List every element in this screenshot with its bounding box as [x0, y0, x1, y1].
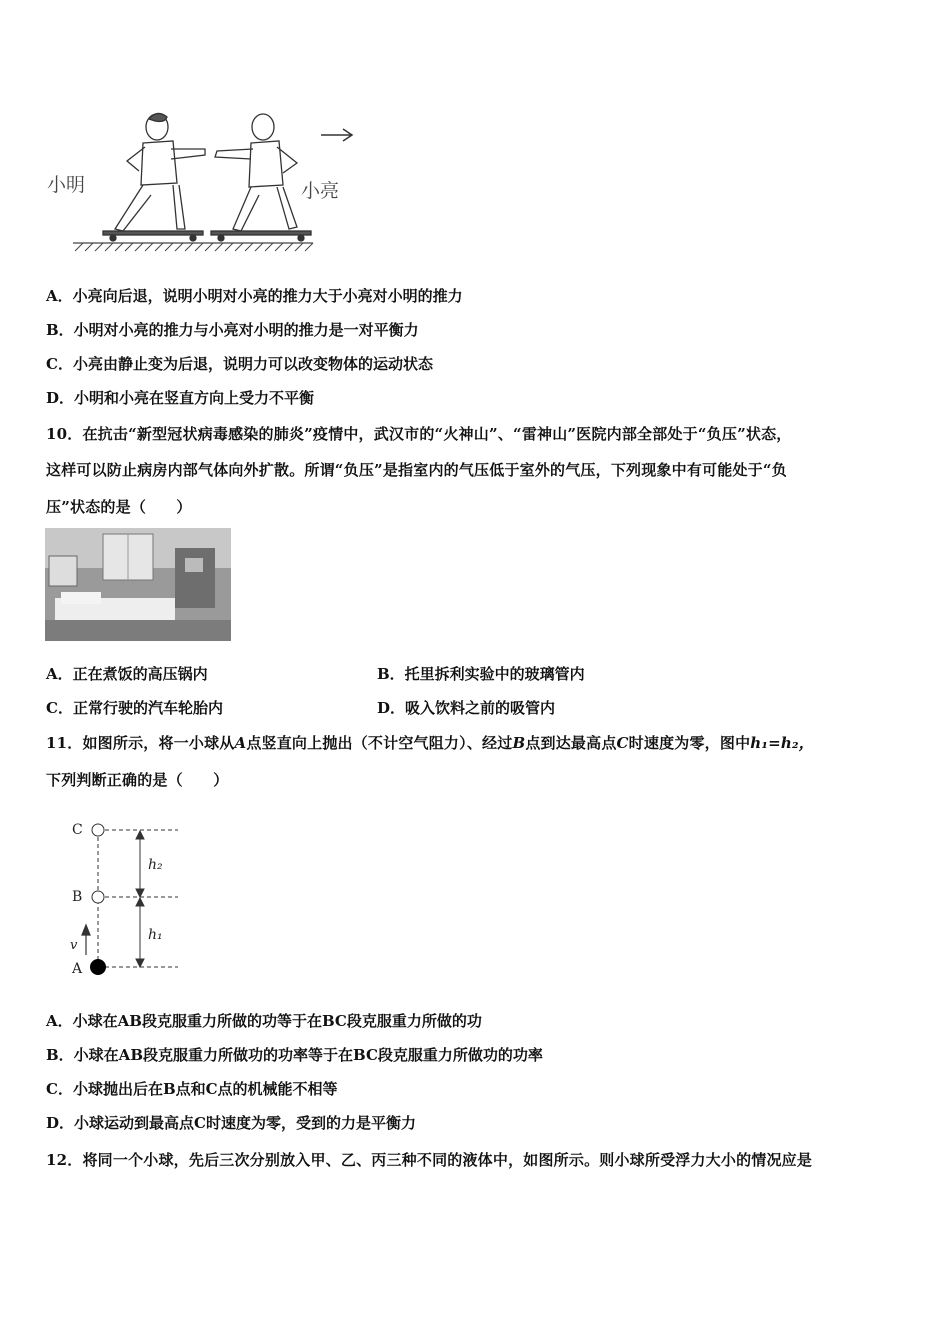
q10-stem-line3: 压”状态的是（ ） — [46, 498, 192, 516]
q11-stem-part-d: 时速度为零，图中 — [628, 734, 751, 752]
fig-label-h1: h₁ — [148, 927, 163, 943]
label-xiaoliang: 小亮 — [301, 180, 340, 202]
q11-point-c: C — [616, 734, 629, 752]
q11-stem-part-b: 点竖直向上抛出（不计空气阻力）、经过 — [246, 734, 513, 752]
q10-option-b: B．托里拆利实验中的玻璃管内 — [377, 665, 585, 683]
hospital-room-photo — [45, 528, 231, 641]
label-xiaoming: 小明 — [47, 174, 86, 196]
q10-stem-line1: 10．在抗击“新型冠状病毒感染的肺炎”疫情中，武汉市的“火神山”、“雷神山”医院内部全部处于“负压”状态， — [46, 425, 792, 443]
q10-option-d: D．吸入饮料之前的吸管内 — [377, 699, 556, 717]
point-a-ball — [90, 959, 106, 975]
xiaoliang-person — [211, 114, 311, 241]
ball-throw-figure — [60, 815, 190, 980]
ground — [73, 243, 313, 251]
q11-equation: h₁=h₂， — [750, 734, 815, 752]
q11-option-b: B．小球在AB段克服重力所做功的功率等于在BC段克服重力所做功的功率 — [46, 1046, 543, 1064]
fig-label-v: v — [70, 938, 78, 953]
q11-stem-line1 — [46, 733, 814, 753]
skateboard-figure — [45, 105, 365, 265]
right-arrow-icon — [321, 129, 352, 141]
q12-stem-line1: 12．将同一个小球，先后三次分别放入甲、乙、丙三种不同的液体中，如图所示。则小球所受浮力大小的情况应是 — [46, 1151, 813, 1169]
fig-label-c: C — [72, 822, 83, 838]
q11-option-c: C．小球抛出后在B点和C点的机械能不相等 — [46, 1080, 338, 1098]
velocity-arrow-icon — [82, 925, 90, 955]
q11-point-a: A — [234, 734, 247, 752]
q9-option-c: C．小亮由静止变为后退，说明力可以改变物体的运动状态 — [46, 355, 433, 373]
fig-label-h2: h₂ — [148, 857, 163, 873]
q11-point-b: B — [512, 734, 526, 752]
q10-stem-line2: 这样可以防止病房内部气体向外扩散。所谓“负压”是指室内的气压低于室外的气压，下列现象中有可能处于“负 — [46, 461, 787, 479]
point-b-circle — [92, 891, 104, 903]
q10-option-a: A．正在煮饭的高压锅内 — [46, 665, 208, 683]
xiaoming-person — [103, 113, 205, 241]
q10-option-c: C．正常行驶的汽车轮胎内 — [46, 699, 223, 717]
q9-option-d: D．小明和小亮在竖直方向上受力不平衡 — [46, 389, 315, 407]
q9-option-b: B．小明对小亮的推力与小亮对小明的推力是一对平衡力 — [46, 321, 419, 339]
height-arrows — [136, 831, 144, 967]
fig-label-b: B — [72, 889, 83, 905]
point-c-circle — [92, 824, 104, 836]
q11-option-d: D．小球运动到最高点C时速度为零，受到的力是平衡力 — [46, 1114, 416, 1132]
q11-option-a: A．小球在AB段克服重力所做的功等于在BC段克服重力所做的功 — [46, 1012, 482, 1030]
q11-stem-part-c: 点到达最高点 — [525, 734, 617, 752]
q11-stem-part-a: 11．如图所示，将一小球从 — [46, 734, 235, 752]
q11-stem-line2: 下列判断正确的是（ ） — [46, 771, 229, 789]
q9-option-a: A．小亮向后退，说明小明对小亮的推力大于小亮对小明的推力 — [46, 287, 463, 305]
fig-label-a: A — [72, 961, 83, 977]
